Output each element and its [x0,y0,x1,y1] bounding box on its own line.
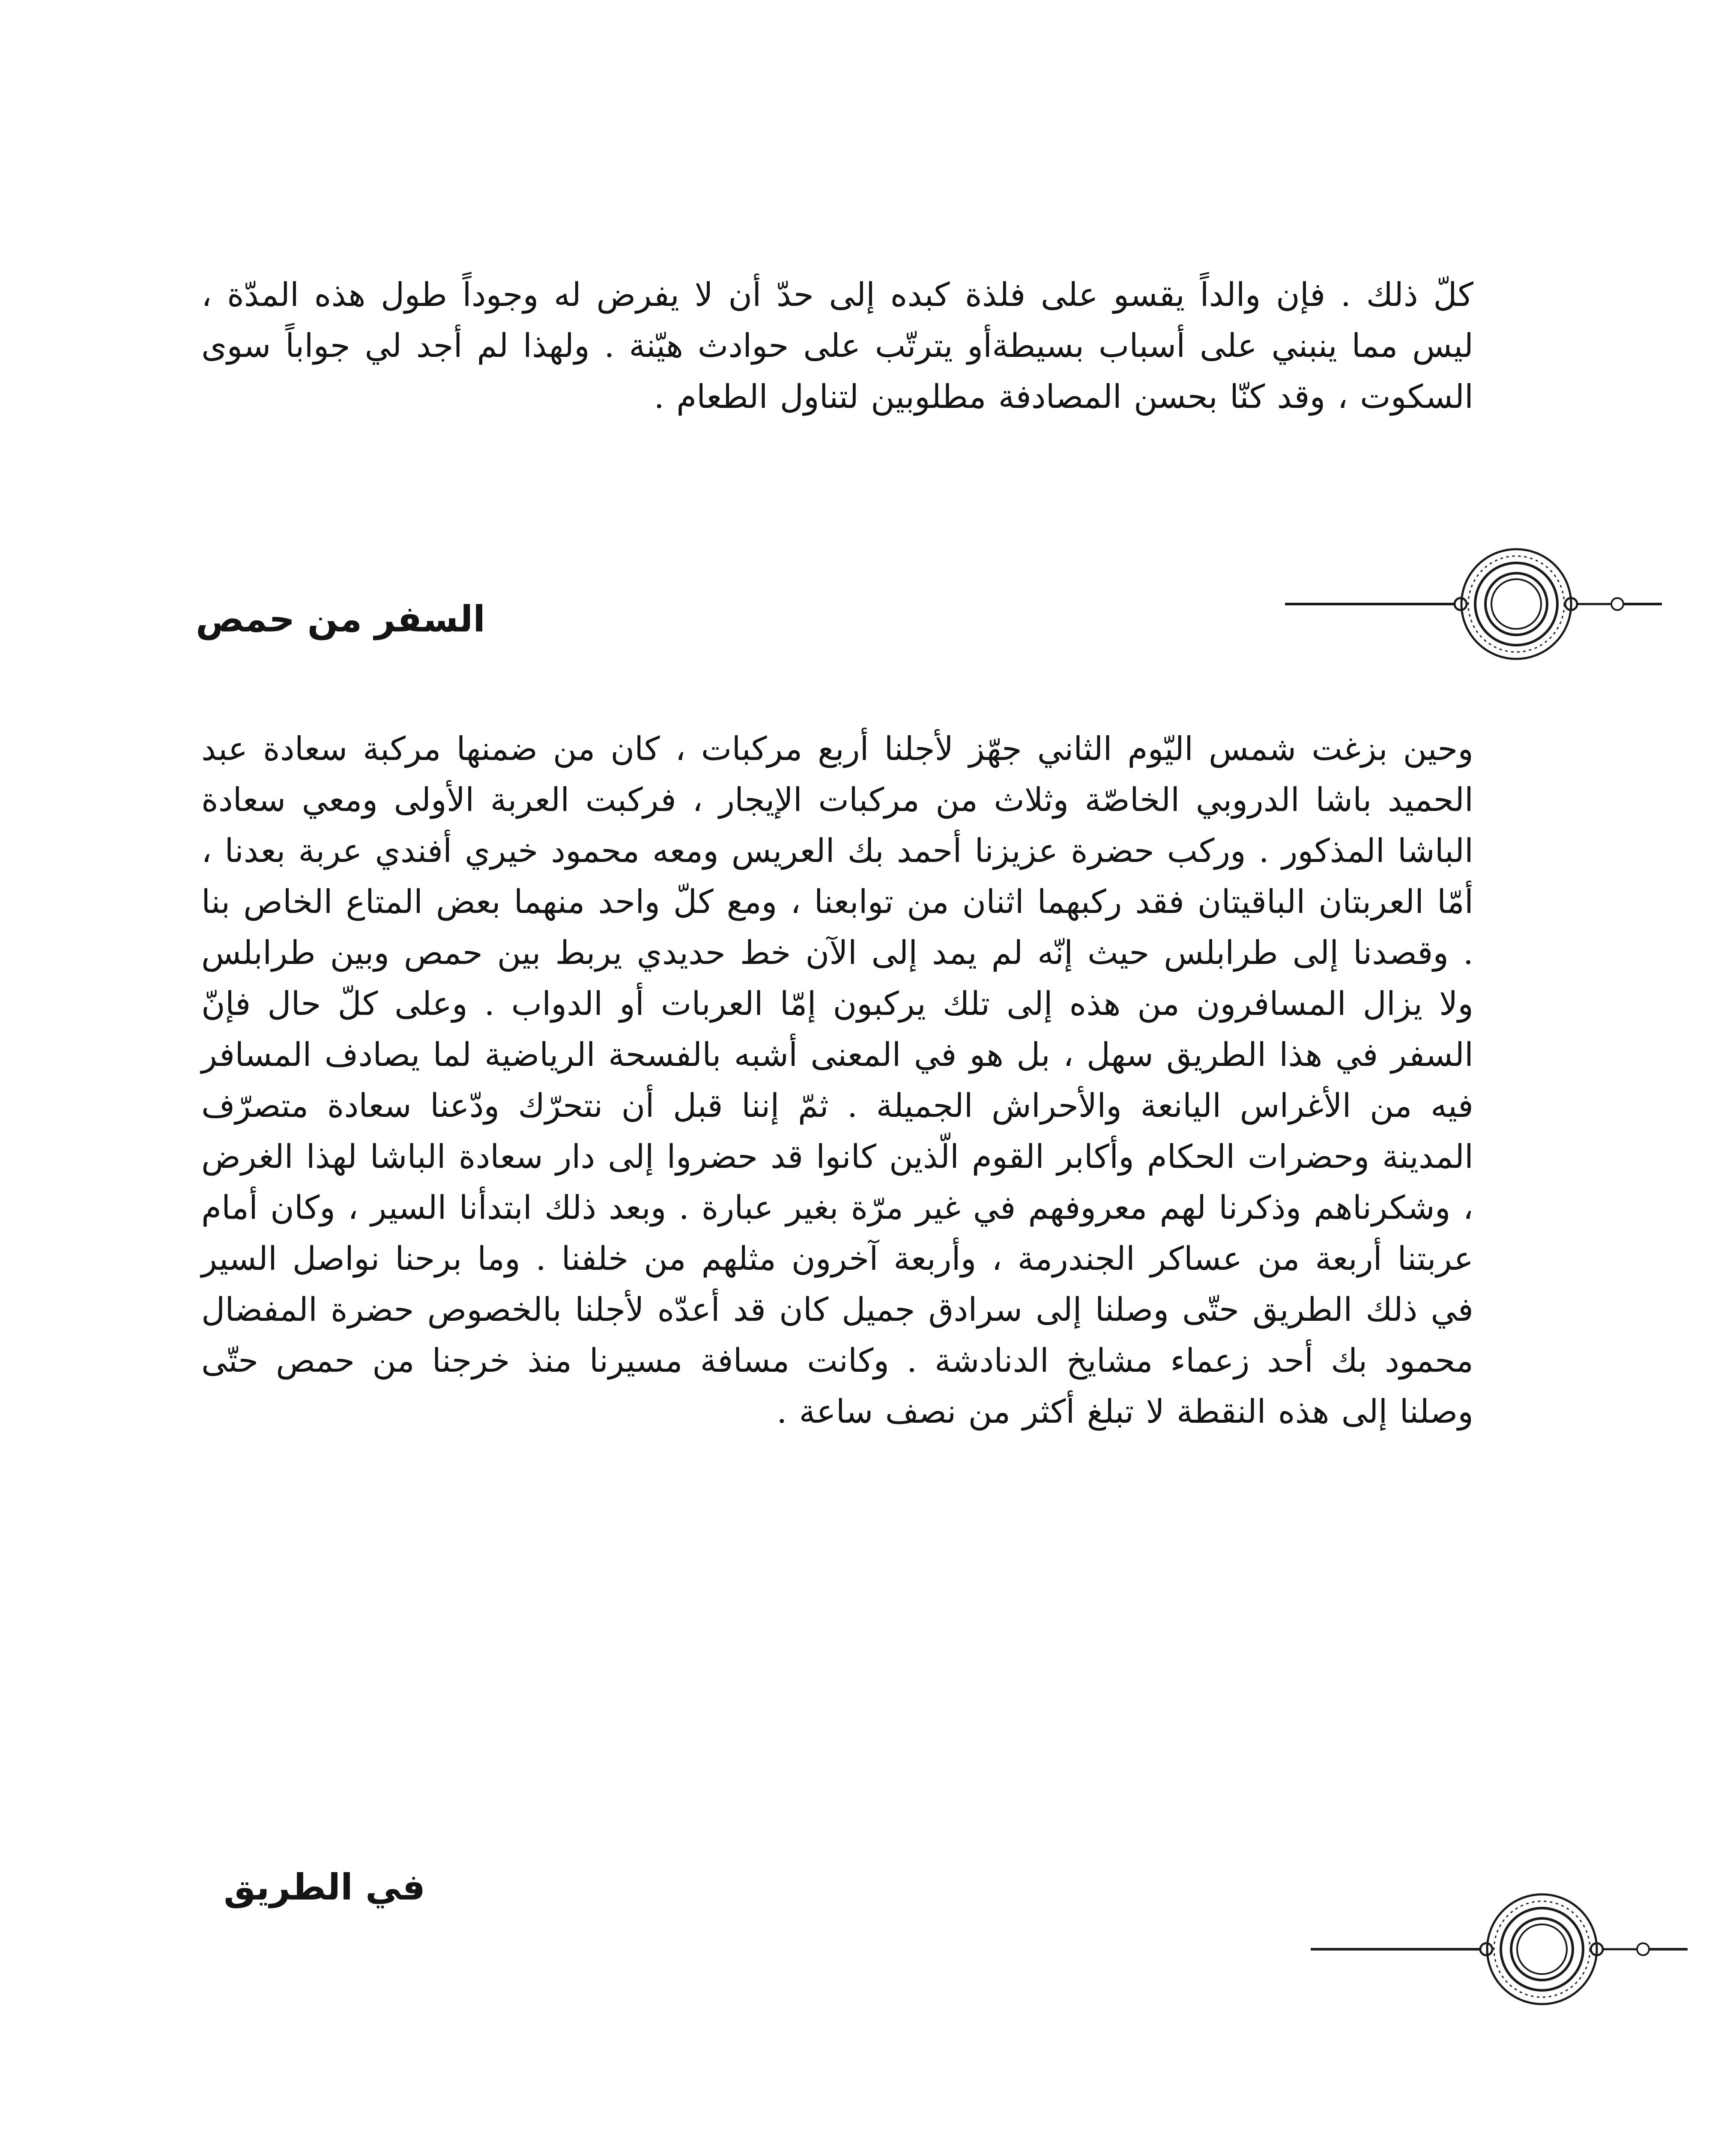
section-heading-departure: السفر من حمص [195,598,485,640]
ring-ornament-icon [1311,1881,1696,2018]
paragraph-closing [201,2140,1473,2142]
paragraph-intro: كلّ ذلك . فإن والداً يقسو على فلذة كبده إلى حدّ أن لا يفرض له وجوداً طول هذه المدّة ، ليس مما ينبني على أسباب بسيطةأو يترتّب على حوادث هيّنة . ولهذا لم أجد لي جواباً سوى السكوت ، وقد كنّا بحسن المصادفة مطلوبين لتناول الطعام . [201,275,1473,416]
ring-ornament-icon [1285,536,1670,673]
paragraph-journey: وحين بزغت شمس اليّوم الثاني جهّز لأجلنا أربع مركبات ، كان من ضمنها مركبة سعادة عبد الحميد باشا الدروبي الخاصّة وثلاث من مركبات الإيجار ، فركبت العربة الأولى ومعي سعادة الباشا المذكور . وركب حضرة عزيزنا أحمد بك العريس ومعه محمود خيري أفندي عربة بعدنا ، أمّا العربتان الباقيتان فقد ركبهما اثنان من توابعنا ، ومع كلّ واحد منهما بعض المتاع الخاص بنا . وقصدنا إلى طرابلس حيث إنّه لم يمد إلى الآن خط حديدي يربط بين حمص وبين طرابلس ولا يزال المسافرون من هذه إلى تلك يركبون إمّا العربات أو الدواب . وعلى كلّ حال فإنّ السفر في هذا الطريق سهل ، بل هو في المعنى أشبه بالفسحة الرياضية لما يصادف المسافر فيه من الأغراس اليانعة والأحراش الجميلة . ثمّ إننا قبل أن نتحرّك ودّعنا سعادة متصرّف المدينة وحضرات الحكام وأكابر القوم الّذين كانوا قد حضروا إلى دار سعادة الباشا لهذا الغرض ، وشكرناهم وذكرنا لهم معروفهم في غير مرّة بغير عبارة . وبعد ذلك ابتدأنا السير ، وكان أمام عربتنا أربعة من عساكر الجندرمة ، وأربعة آخرون مثلهم من خلفنا . وما برحنا نواصل السير في ذلك الطريق حتّى وصلنا إلى سرادق جميل كان قد أعدّه لأجلنا بالخصوص حضرة المفضال محمود بك أحد زعماء مشايخ الدنادشة . وكانت مسافة مسيرنا منذ خرجنا من حمص حتّى وصلنا إلى هذه النقطة لا تبلغ أكثر من نصف ساعة . [201,730,1473,1430]
section-heading-on-the-road: في الطريق [224,1866,425,1908]
